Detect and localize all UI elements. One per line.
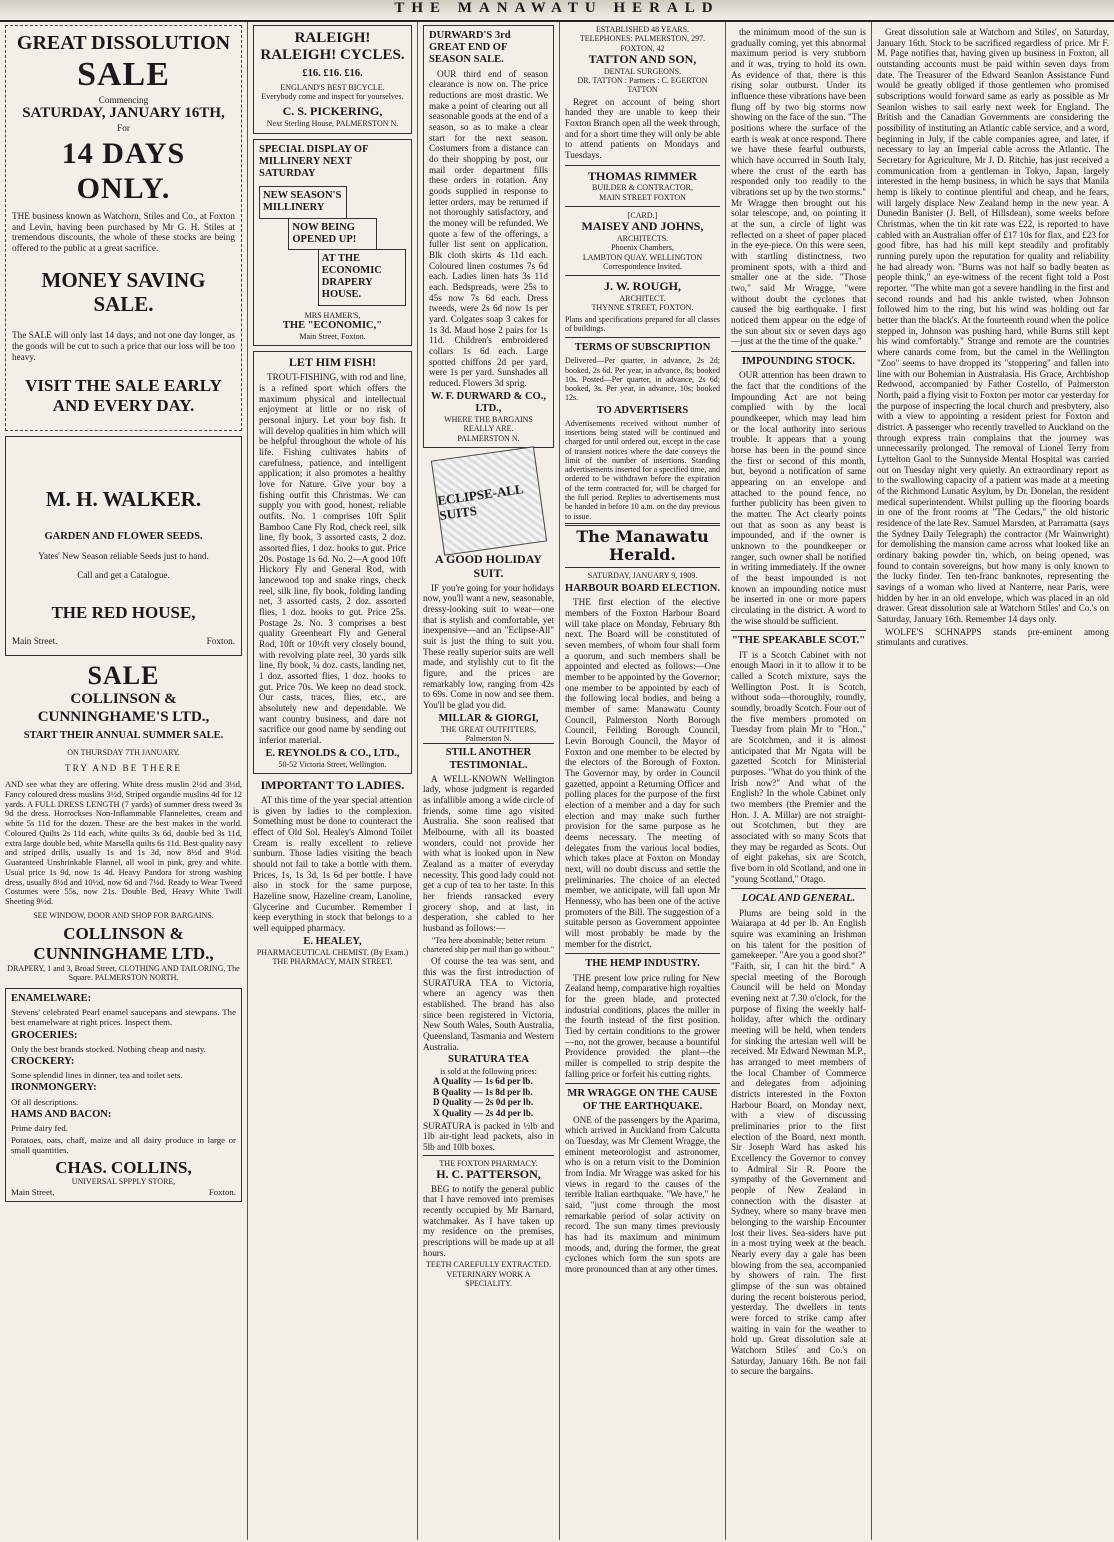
potatoes-text: Potatoes, oats, chaff, maize and all dairy produce in large or small quantities. xyxy=(11,1135,236,1156)
scot-heading: "THE SPEAKABLE SCOT." xyxy=(731,635,866,647)
masthead: THE MANAWATU HERALD xyxy=(0,0,1114,22)
local-text: Plums are being sold in the Waiarapa at 4d per lb. An English squire was examining an Irishman on his talent for the position of gamekeeper. "Are you a good shot?" "Faith, sir, I can hit the bird." A special meeting of the Borough Council will be held on Monday evening next at 7.30 o'clock, for the purpose of fixing the weekly half-holiday, after which the ordinary meeting will be held, when tenders for sinking the artesian well will be received. Mr Edward Newman M.P., has arranged to meet members of the local Chamber of Commerce and delegates from adjoining districts interested in the Foxton Harbour Board, on Monday next, with a view of discussing preliminaries prior to the first election of the Board, next month. Sir Joseph Ward has asked his Excellency the Governor to convey to Admiral Sir R. Poore the sympathy of the Government and people of New Zealand in connection with the disaster at Sydney, where so many brave men belonging to the warship Encounter lost their lives. Sea-siders have put in a most trying week at the beach. Nearly every day a gale has been blowing from the sea, accompanied by showers of rain. The first glimpse of the sun was obtained during the recent boisterous period, yesterday. The dwellers in tents were forced to strike camp after waiting in vain for the weather to hold up. Great dissolution sale at Watchorn Stiles' and Co.'s on Saturday, January 16th. Be not fail to secure the bargains. xyxy=(731,907,866,1377)
enamel-text: Stevens' celebrated Pearl enamel saucepans and stewpans. The best enamelware at right prices. Inspect them. xyxy=(11,1007,236,1028)
dissolution-sale-ad xyxy=(5,25,242,431)
eclipse-logo: ECLIPSE-ALL SUITS xyxy=(430,446,546,556)
ladies-text: AT this time of the year special attention is given by ladies to the complexion. Something must be done to counteract the effect of Old Sol. Healey's Almond Toilet Cream is really excellent to relieve sunburn. Those ladies visiting the beach should not fail to take a bottle with them. Prices, 1s, 1s 3d, 1s 6d per bottle. I have also in stock for the same purpose, Hazeline snow, Hazeline cream, Lanoline, Glycerine and Cucumber. Remember I keep everything in stock that belongs to a well equipped pharmacy. xyxy=(253,795,412,934)
raleigh-title: RALEIGH! RALEIGH! CYCLES. xyxy=(260,30,405,64)
established: ESTABLISHED 48 YEARS. xyxy=(595,25,690,34)
millar-palmerston: Palmerston N. xyxy=(465,734,512,744)
durward-where: WHERE THE BARGAINS REALLY ARE. xyxy=(444,415,533,434)
healey: E. HEALEY, xyxy=(303,935,362,947)
crockery-heading: CROCKERY: xyxy=(11,1056,75,1068)
hamer: MRS HAMER'S, xyxy=(304,310,361,320)
collins-town: Foxton. xyxy=(208,1186,236,1197)
regret: Regret on account of being short handed they are unable to keep their Foxton Branch open all the week through, and for a short time they will only be able to attend patients on Mondays and Tuesdays. xyxy=(565,96,720,160)
healey-address: PHARMACEUTICAL CHEMIST. (By Exam.) THE PHARMACY, MAIN STREET. xyxy=(256,947,409,967)
suratura-pack: SURATURA is packed in ½lb and 1lb air-tight lead packets, also in 5lb and 10lb boxes. xyxy=(423,1120,554,1152)
commencing: Commencing xyxy=(98,94,149,105)
everybody: Everybody come and inspect for yourselves. xyxy=(261,92,404,102)
pharmacy-title: THE FOXTON PHARMACY. xyxy=(439,1158,538,1168)
column-2 xyxy=(248,22,418,1540)
groceries-text: Only the best brands stocked. Nothing cheap and nasty. xyxy=(11,1043,206,1054)
collinson-items: AND see what they are offering. White dress muslin 2½d and 3½d, Fancy coloured dress muslins 3½d, Striped organdie muslins 4d for 12 yards. A FULL DRESS LENGTH (7 yards) of summer dress tweed 3s 9d the dress. Horrockses Non-Inflammable Flannelettes, cream and white 5s 11d for the dozen. These are the best makes in the world. Coloured Quilts 2s 11d each, white quilts 3s 6d, double bed 3s 11d, extra large double bed, white Marsella quilts 6s 11d. Best quality navy and striped drills, usually 1s and 1s 3d, now 8½d and 9½d. Guaranteed Unshrinkable Flannel, all wool in pink, grey and white. Usual price 1s 9d, now 1s 4d. Heavy Pandora for strong washing dress, usually 8½d and 10½d, now 6d and 7½d. Ready to Wear Tweed Costumes were 55s, now 21s. Double Bed, Heavy White Twill Sheeting 9½d. xyxy=(5,780,242,907)
see-window: SEE WINDOW, DOOR AND SHOP FOR BARGAINS. xyxy=(33,910,214,920)
schnapps: WOLFE'S SCHNAPPS stands pre-eminent among stimulants and curatives. xyxy=(877,626,1109,648)
phoenix: Phoenix Chambers, xyxy=(611,243,674,253)
issue-date: SATURDAY, JANUARY 9, 1909. xyxy=(587,570,698,580)
stair-3: AT THE ECONOMIC DRAPERY HOUSE. xyxy=(318,249,406,306)
durward-co: W. F. DURWARD & CO., LTD., xyxy=(431,390,546,414)
summer-sale: START THEIR ANNUAL SUMMER SALE. xyxy=(23,730,224,742)
quality-a: A Quality — 1s 6d per lb. xyxy=(433,1075,533,1086)
suit-text: IF you're going for your holidays now, you'll want a new, seasonable, dressy-looking suit to wear—one that is stylish and comfortable, yet inexpensive—and an "Eclipse-All" suit is just the thing to suit you. These really superior suits are well made, and stylishly cut to fit the figure, and the prices are remarkably low, ranging from 42s to 69s. Come in now and see them. You'll be glad you did. xyxy=(423,582,554,711)
hams-text: Prime dairy fed. xyxy=(11,1122,68,1133)
walker-name: M. H. WALKER. xyxy=(45,486,202,511)
yates-seeds: Yates' New Season reliable Seeds just to hand. xyxy=(38,551,209,562)
days-only: 14 DAYS ONLY. xyxy=(61,137,186,206)
column-5 xyxy=(726,22,872,1540)
column-3 xyxy=(418,22,560,1540)
millinery-ad xyxy=(253,139,412,347)
red-house-address xyxy=(12,636,235,647)
economic: THE "ECONOMIC," xyxy=(282,319,383,331)
patterson: H. C. PATTERSON, xyxy=(436,1166,541,1181)
raleigh-prices: £16. £16. £16. xyxy=(302,67,363,79)
harbour-text: THE first election of the elective members of the Foxton Harbour Board will take place on Monday, February 8th next. The Board will be constituted of seven members, of whom four shall form a quorum, and such members shall be appointed and elected as follows:—One member to be appointed by the Governor; one member to be appointed by each of the following local bodies, and being a member of same: Manawatu County Council, Palmerston North Borough Council, Feilding Borough Council, Levin Borough Council, the Mayor of Foxton and one member to be elected by the electors of the Borough of Foxton. The Governor may, by order in Council gazetted, appoint a Returning Officer and polling places for the purpose of the first election of a member and a day for such election and may make such further provision for the same purpose as he deems necessary. The meeting of delegates from the various local bodies, which takes place at Foxton on Monday next, will no doubt discuss and settle the preliminaries. The choice of an elected member, we anticipate, will fall upon Mr Hennessy, who has been one of the active promoters of the Bill. The suggestion of a suitable person as Government appointee will most probably be made by the member for the district. xyxy=(565,597,720,949)
stair-2: NOW BEING OPENED UP! xyxy=(288,218,376,250)
herald-title: The Manawatu Herald. xyxy=(565,523,720,568)
testimonial-text: A WELL-KNOWN Wellington lady, whose judgment is regarded as infallible among a wide circle of friends, some time ago visited Australia. She soon realised that Melbourne, with all its boasted wonders, could not provide her with what is looked upon in New Zealand as a matter of everyday necessity. This good lady could not get a cup of tea to her taste. In this her friends ransacked every grocery shop, and at last, in desperation, she cabled to her husband as follows:— xyxy=(423,773,554,934)
pickering-address: Next Sterling House, PALMERSTON N. xyxy=(266,119,399,129)
durward-ad xyxy=(423,25,554,448)
catalogue: Call and get a Catalogue. xyxy=(77,570,170,581)
wragge-heading: MR WRAGGE ON THE CAUSE OF THE EARTHQUAKE. xyxy=(567,1088,718,1112)
pharmacy-ad xyxy=(423,1155,554,1289)
teeth: TEETH CAREFULLY EXTRACTED. VETERINARY WORK A SPECIALITY. xyxy=(426,1260,551,1288)
millar: MILLAR & GIORGI, xyxy=(438,712,539,724)
lambton: LAMBTON QUAY. WELLINGTON xyxy=(582,252,703,262)
collinson-address: DRAPERY, 1 and 3, Broad Street, CLOTHING AND TAILORING, The Square. PALMERSTON NORTH. xyxy=(7,963,240,982)
thynne: THYNNE STREET, FOXTON. xyxy=(591,303,694,313)
rimmer-address: MAIN STREET FOXTON xyxy=(599,192,686,202)
visit-early: VISIT THE SALE EARLY AND EVERY DAY. xyxy=(25,376,222,416)
stair-1: NEW SEASON'S MILLINERY xyxy=(259,186,347,218)
millinery-heading: SPECIAL DISPLAY OF MILLINERY NEXT SATURDAY xyxy=(259,143,369,179)
builder: BUILDER & CONTRACTOR, xyxy=(592,183,693,193)
chas-collins: CHAS. COLLINS, xyxy=(55,1157,192,1177)
universal-store: UNIVERSAL SPPPLY STORE, xyxy=(71,1177,176,1187)
red-house: THE RED HOUSE, xyxy=(51,602,196,622)
millar-outfit: THE GREAT OUTFITTERS, xyxy=(440,724,537,734)
local-general-continued: Great dissolution sale at Watchorn and Stiles', on Saturday, January 16th. Stock to be sacrificed regardless of price. Mr F. M. Page notifies that, having given up business in Foxton, all outstanding accounts must be paid within seven days from date. The Treasurer of the Edward Seanlon Assistance Fund would be greatly obliged if those gentlemen who promised subscriptions would forward same as early as possible as Mr Seanlon wishes to sail early next week for England. The British and the Canadian Governments are considering the possibility of instituting an Atlantic cable service, and a word, beginning in July, if the cable companies agree, and later, if necessary to lay an Imperial cable across the Atlantic. The Secretary for Agriculture, Mr J. D. Ritchie, has just received a communication from a gentleman in Tokyo, Japan, largely interested in the hemp business, in which he says that Manila hemp is likely to continue plentiful and cheap, and he fears, will largely displace New Zealand hemp in the new year. A Dunedin Banister (J. Bell, of Hillsdean), some weeks before Christmas, when the tin kit rate was £22, is reported to have cabled with an Australian offer of £17 10s for flax, and £23 for good fibre, has had his mill kept steadily and profitably running purely upon the reputation for quality and reliability he had already won. "Burns was not half so badly beaten as people think," an eye-witness of the recent fight told a Post reporter. "The white man got a severe handling in the first and second rounds and had his ankle twisted, when Johnson followed him to the ring, but his wind was holding out far better than the black's. At the fourteenth round when the police stepped in, Johnson was pushing hard, while Burns still kept his wind comfortably." Strange and remote are the countries where canards come from, but the camel in the Wellington "Zoo" seems to have dropped its "stoppering" and fallen into line with our Bohemian in Australasia. His Grace, Archbishop Redwood, accompanied by Father Costello, of Palmerston North, paid a flying visit to Foxton per motor car yesterday for the purpose of inspecting the local church and presbytery, also with a view to appointing a resident priest for Foxton and district. A passenger who recently travelled to Auckland on the through express train complains that the journey was unnecessarily prolonged. The removal of Lionel Terry from Lyttelton Gaol to the Sunnyside Mental Hospital was carried out on Tuesday night very quietly. An extraordinary report as to the swallowing capacity of a patient was made at a meeting of the Richmond Lunatic Asylum, by Dr. Donelan, the resident medical superintendent. Whilst pulling up the flooring boards in one of the front rooms at "The Cedars," the old historic residence of the late Rev. Samuel Marsden, at Parramatta (says the Sydney Daily Telegraph) the contractor (Mr Wainwright) for demolishing the mansion came across what looked like an ordinary baking powder tin, which, on being opened, was found to contain sovereigns, but how many is only known to the lucky finder. Ten ten-franc banknotes, representing the savings of a woman who lived at Nanterre, near Paris, were hidden by her in an old envelope, which was placed in an old drawer. Great dissolution sale at Watchorn Stiles' and Co.'s on Saturday, January 16th. Remember 14 days only. xyxy=(877,27,1109,624)
ironmongery-heading: IRONMONGERY: xyxy=(11,1082,97,1094)
scot-text: IT is a Scotch Cabinet with not enough Maori in it to allow it to be called a Scotch mixture, says the Wellington Post. It is Scotch, without soda—thoroughly, roundly, soundly, broadly Scotch. Four out of the five members promoted on Tuesday from plain Mr to "Hon.," are Scotchmen, and it is almost anticipated that Mr Ngata will be gazetted Scotch for Ministerial purposes. "What do you think of the Irish now?" And what of the English? In the whole Cabinet only two members (the Premier and the Hon. J. A. Millar) are not straight-out Scotchmen, but they are associated with so many Scots that they may be regarded as Scots. Out of eight pakehas, six are Scotch, five born in old Scotland, and one in "young Scotland," Otago. xyxy=(731,649,866,884)
crockery-text: Some splendid lines in dinner, tea and toilet sets. xyxy=(11,1070,183,1081)
reynolds-address: 50-52 Victoria Street, Wellington. xyxy=(278,759,387,769)
architects: ARCHITECTS. xyxy=(616,234,669,244)
rough: J. W. ROUGH, xyxy=(603,279,681,294)
collins-address xyxy=(11,1187,236,1197)
collinson-sale-title: SALE xyxy=(87,661,160,691)
hemp-text: THE present low price ruling for New Zealand hemp, comparative high royalties for the green blade, and protected industrial conditions, places the miller in the fourth instead of the first position. Tied by certain conditions to the grower—no, not the grower, because a bountiful Providence provided the plant—the miller is compelled to strip despite the falling price or forfeit his cutting rights. xyxy=(565,972,720,1079)
quality-x: X Quality — 2s 4d per lb. xyxy=(433,1107,534,1118)
fish-ad xyxy=(253,351,412,774)
red-house-street: Main Street. xyxy=(12,636,58,647)
sale-body: THE business known as Watchorn, Stiles and Co., at Foxton and Levin, having been purchased by Mr G. H. Stiles at tremendous discounts, the whole of these stocks are being offered to the public at a great sacrifice. xyxy=(12,210,235,253)
advertisers-text: Advertisements received without number of insertions being stated will be continued and charged for until ordered out, except in the case of transient notices where the date conveys the limit of the number of insertions. Standing advertisements inserted for a specified time, and ordered to be withdrawn before the expiration of the term contracted for, will be charged for the full period. Replies to advertisements must be handed in before 10 a.m. on the day previous to issue. xyxy=(565,418,720,521)
ladies-ad xyxy=(253,779,412,966)
economic-address: Main Street, Foxton. xyxy=(299,331,366,341)
pickering: C. S. PICKERING, xyxy=(282,104,383,119)
sale-big: SALE xyxy=(77,56,170,94)
collinson-footer-name: COLLINSON & CUNNINGHAME LTD., xyxy=(33,924,214,963)
thursday: ON THURSDAY 7TH JANUARY. xyxy=(67,748,180,758)
advertisers-heading: TO ADVERTISERS xyxy=(596,404,689,416)
suratura-heading: SURATURA TEA xyxy=(447,1054,529,1066)
dental: DENTAL SURGEONS. xyxy=(603,66,682,76)
plans: Plans and specifications prepared for all classes of buildings. xyxy=(565,314,720,333)
suratura-prices xyxy=(423,1076,554,1119)
raleigh-ad xyxy=(253,25,412,134)
terms-heading: TERMS OF SUBSCRIPTION xyxy=(574,342,711,354)
telephones: TELEPHONES: PALMERSTON, 297. FOXTON, 42 xyxy=(579,34,706,53)
durward-text: OUR third end of season clearance is now on. The price reductions are most drastic. We make a point of clearing out all seasonable goods at the end of a season, so as to make a clear start for the next season. Costumers from a distance can do their shopping by post, our mail order department fills these orders in rotation. Any goods supplied in response to letter orders, may be returned if not thoroughly satisfactory, and the money will be refunded. We quote a few of the offerings, a fuller list sent on application. Blk cloth skirts 4s 11d each. Coloured linen costumes 7s 6d each. Ladies linen hats 3s 11d each. Bedspreads, were 25s to 45s now 7s 6d each. Dress tweeds, were 2s 6d now 1s per yard. Colgates soap 3 cakes for 1s 3d. Maud hose 2 pairs for 1s 11d. Children's embroidered collars 1s 6d each. Large spotted chiffons 2d per yard, were 1s per yard. Sunshades all reduced. Flowers 3d sprig. xyxy=(429,68,548,388)
sale-date: SATURDAY, JANUARY 16TH, xyxy=(22,105,225,122)
wragge-text: ONE of the passengers by the Aparima, which arrived in Auckland from Calcutta on Tuesday, was Mr Clement Wragge, the eminent meteorologist and astronomer, who is on a return visit to the Dominion from India. Mr Wragge was asked for his views in regard to the causes of the terrible Italian earthquake. "We have," he said, "just come through the most remarkable period of solar activity on record. The sun many times previously has had its maximum and minimum moods, and, during the former, the great cyclones which form the sun spots are more pronounced than at any other times. xyxy=(565,1114,720,1275)
reynolds: E. REYNOLDS & CO., LTD., xyxy=(265,747,400,759)
walker-ad xyxy=(5,436,242,656)
local-heading: LOCAL AND GENERAL. xyxy=(741,893,856,905)
terms-text: Delivered—Per quarter, in advance, 2s 2d; booked, 2s 6d. Per year, in advance, 8s; booked 10s. Posted—Per quarter, in advance, 2s 6d; booked, 3s. Per year, in advance, 10s; booked 12s. xyxy=(565,356,720,403)
column-4 xyxy=(560,22,726,1540)
durward-heading: DURWARD'S 3rd GREAT END OF SEASON SALE. xyxy=(429,30,511,66)
testimonial-heading: STILL ANOTHER TESTIMONIAL. xyxy=(445,747,532,771)
correspondence: Correspondence Invited. xyxy=(603,261,682,271)
suit-heading: A GOOD HOLIDAY SUIT. xyxy=(435,551,542,580)
testimonial xyxy=(423,743,554,1152)
garden-seeds: GARDEN AND FLOWER SEEDS. xyxy=(44,531,203,543)
hams-heading: HAMS AND BACON: xyxy=(11,1108,112,1120)
eclipse-ad xyxy=(423,453,554,744)
suratura-sub: is sold at the following prices: xyxy=(440,1066,537,1076)
for-label: For xyxy=(117,122,130,133)
maisey: MAISEY AND JOHNS, xyxy=(581,219,704,234)
testimonial-text-2: Of course the tea was sent, and this was the first introduction of SURATURA TEA to Victoria, where an agency was then established. The brand has also since been registered in Victoria, New South Wales, South Australia, Queensland, Tasmania and Western Australia. xyxy=(423,956,554,1052)
tatton: TATTON AND SON, xyxy=(588,51,697,66)
fish-heading: LET HIM FISH! xyxy=(288,355,377,370)
money-saving: MONEY SAVING SALE. xyxy=(41,267,206,316)
patterson-text: BEG to notify the general public that I have removed into premises recently occupied by Mr Barnard, watchmaker. As I have taken up my residence on the premises, prescriptions will be made up at all hours. xyxy=(423,1183,554,1258)
enamel-heading: ENAMELWARE: xyxy=(11,993,92,1005)
harbour-heading: HARBOUR BOARD ELECTION. xyxy=(565,583,720,595)
durward-palmerston: PALMERSTON N. xyxy=(457,433,520,443)
architect: ARCHITECT. xyxy=(619,294,666,304)
hemp-heading: THE HEMP INDUSTRY. xyxy=(585,958,700,970)
ladies-heading: IMPORTANT TO LADIES. xyxy=(260,778,405,793)
ironmongery-text: Of all descriptions. xyxy=(11,1096,79,1107)
try-be-there: TRY AND BE THERE xyxy=(65,763,182,774)
wragge-continued: the minimum mood of the sun is gradually coming, yet this abnormal maximum period is very stubborn and it was, trying to hold its own. As evidence of that, there is this rising solar outburst. Under its influence these vibrations have been flung off by two big storms now showing on the face of the sun. "The positions where the surface of the earth is weak at once respond. There we have these fearful outbursts, which have occurred in South Italy, where the crust of the earth has responded only too readily to the vibrations set up by the two storms." Mr Wragge then brought out his solar telescope, and, on pointing it at the sun, a circle of light was reflected on a sheet of paper placed in the eye-piece. On this were seen, with startling distinctness, two prominent spots, with a third and smaller one at the side. "Those two," said Mr Wragge, "were without doubt the cyclones that caused the big earthquake. I first noticed them appear on the edge of the sun about six or seven days ago—just at the the time of the quake." xyxy=(731,27,866,347)
millinery-stair xyxy=(259,186,406,305)
england-best: ENGLAND'S BEST BICYCLE. xyxy=(280,82,385,92)
collins-street: Main Street, xyxy=(11,1186,55,1197)
sale-body-2: The SALE will only last 14 days, and not one day longer, as the goods will be cut to such a price that our loss will be too heavy. xyxy=(12,330,235,362)
card-label: [CARD.] xyxy=(627,210,658,220)
collinson-name: COLLINSON & CUNNINGHAME'S LTD., xyxy=(37,691,210,725)
red-house-town: Foxton. xyxy=(206,636,235,647)
sale-title: GREAT DISSOLUTION xyxy=(16,32,231,54)
testimonial-cable: "Tea here abominable; better return chartered ship per mail than go without." xyxy=(423,935,555,955)
fish-text: TROUT-FISHING, with rod and line, is a refined sport which offers the maximum physical and intellectual enjoyment at little or no risk of personal injury. Let your boy fish. It will develop qualities in him which will be helpful throughout the whole of his life. Fishing cultivates habits of carefulness, patience, and intelligent application; it also promotes a healthy love for Nature. Give your boy a fishing outfit this Christmas. We can supply you with good, honest, reliable outfits. No. 1 comprises 10ft Split Bamboo Cane Fly Rod, check reel, silk line, fly book, 3 assorted casts, 2 doz. assorted flies, 1 doz. hooks to gut. Price 20s. Postage 1s 6d. No. 2—A good 10ft Hickory Fly and General Rod, with lancewood top and snake rings, check reel, silk line, fly book, folding landing net, 3 assorted casts, 2 doz. assorted flies, 1 doz. hooks to gut. Price 25s. Postage 2s. No. 3 comprises a best quality Greenheart Fly and General Rod, 10ft or 10½ft very closely bound, with revolving plate reel, 30 yards silk line, fly book, ¼ doz. casts, landing net, 1 doz. assorted flies, 1 doz. hooks to gut. Price 70s. We keep no dead stock. Our casts, traces, flies, etc., are absolutely new and dependable. We want country business, and dare not sacrifice our good name by sending out inferior material. xyxy=(259,372,406,745)
impounding-heading: IMPOUNDING STOCK. xyxy=(742,356,855,368)
quality-d: D Quality — 2s 0d per lb. xyxy=(433,1097,534,1108)
collinson-sale-ad xyxy=(5,661,242,982)
quality-b: B Quality — 1s 8d per lb. xyxy=(433,1086,533,1097)
collins-ad xyxy=(5,988,242,1202)
rimmer: THOMAS RIMMER xyxy=(588,168,697,183)
column-6 xyxy=(872,22,1114,1540)
impounding-text: OUR attention has been drawn to the fact that the conditions of the Impounding Act are not being complied with by the local poundkeeper, which may lead him or the local authority into serious trouble. It appears that a young horse has been in the pound since the first or second of this month, but, beyond a notification of same appearing on an envelope and attached to the pound fence, no further publicity has been given to the matter. The Act clearly points out that as soon as any beast is impounded, and if the owner is unknown to the poundkeeper or ranger, such owner shall be notified in writing immediately. If the owner of the beast impounded is not known an impounding notice must be inserted in one or more papers circulating in the district. A word to the wise should be sufficient. xyxy=(731,370,866,626)
partners: DR. TATTON : Partners : C. EGERTON TATTON xyxy=(577,75,708,95)
groceries-heading: GROCERIES: xyxy=(11,1029,78,1041)
column-1 xyxy=(0,22,248,1540)
